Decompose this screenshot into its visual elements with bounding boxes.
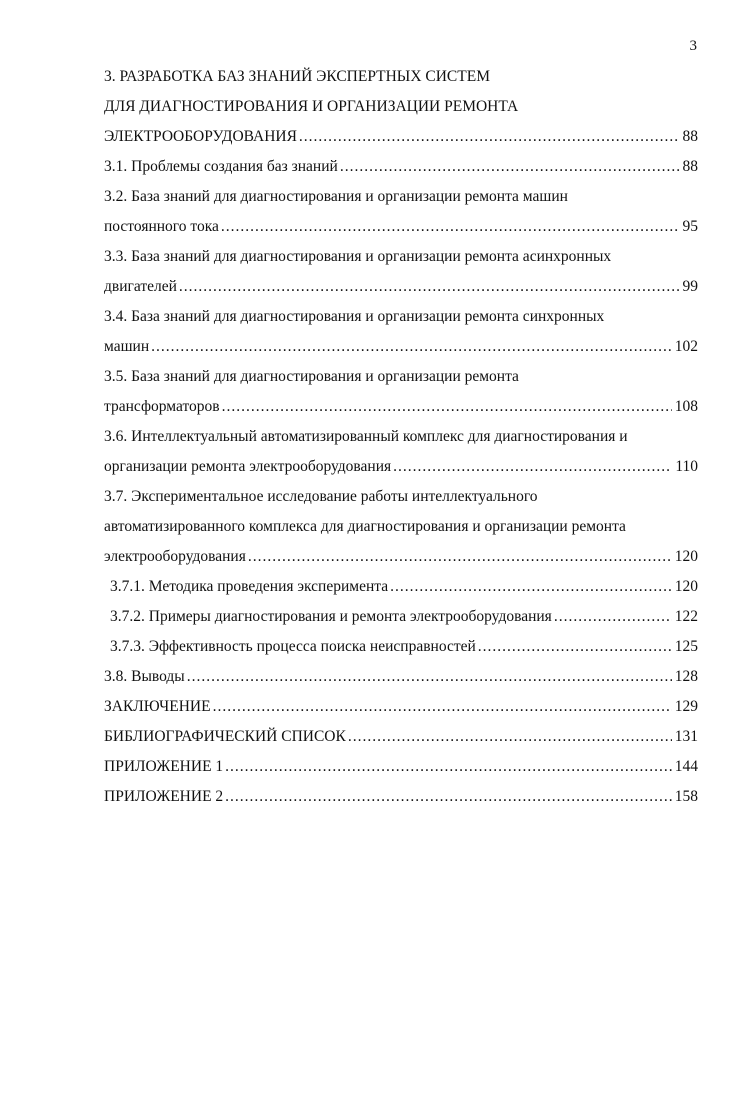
- toc-entry-line: 3.5. База знаний для диагностирования и организации ремонта: [104, 368, 519, 385]
- toc-page-number: 95: [682, 218, 698, 235]
- dot-leader: [222, 392, 672, 422]
- toc-page-number: 88: [682, 158, 698, 175]
- toc-entry-title: 3.1. Проблемы создания баз знаний: [104, 158, 338, 175]
- toc-page-number: 120: [674, 578, 698, 595]
- dot-leader: [299, 122, 680, 152]
- toc-entry-title: двигателей: [104, 278, 177, 295]
- toc-entry: [104, 302, 698, 362]
- toc-page-number: 128: [674, 668, 698, 685]
- toc-entry: [104, 152, 698, 182]
- toc-entry-title: ПРИЛОЖЕНИЕ 2: [104, 788, 224, 805]
- toc-entry: [104, 722, 698, 752]
- dot-leader: [248, 542, 672, 572]
- toc-entry-title: ЭЛЕКТРООБОРУДОВАНИЯ: [104, 128, 297, 145]
- toc-entry-title: 3.7.3. Эффективность процесса поиска неисправностей: [110, 638, 476, 655]
- toc-entry-title: БИБЛИОГРАФИЧЕСКИЙ СПИСОК: [104, 728, 346, 745]
- toc-entry-line: [104, 752, 698, 782]
- toc-entry-title: 3.7.1. Методика проведения эксперимента: [110, 578, 389, 595]
- dot-leader: [225, 752, 672, 782]
- dot-leader: [151, 332, 672, 362]
- toc-entry-line: 3.3. База знаний для диагностирования и организации ремонта асинхронных: [104, 248, 612, 265]
- page-number: 3: [689, 38, 697, 54]
- toc-entry-line: автоматизированного комплекса для диагностирования и организации ремонта: [104, 518, 626, 535]
- toc-entry-line: ДЛЯ ДИАГНОСТИРОВАНИЯ И ОРГАНИЗАЦИИ РЕМОНТА: [104, 98, 519, 115]
- toc-entry-title: ПРИЛОЖЕНИЕ 1: [104, 758, 224, 775]
- toc-entry-title: трансформаторов: [104, 398, 220, 415]
- table-of-contents: [104, 62, 698, 812]
- toc-entry: [104, 782, 698, 812]
- toc-entry: [104, 602, 698, 632]
- toc-entry: [104, 482, 698, 572]
- toc-entry: [104, 62, 698, 152]
- toc-entry-title: ЗАКЛЮЧЕНИЕ: [104, 698, 211, 715]
- toc-entry-line: [110, 602, 698, 632]
- toc-page-number: 125: [674, 638, 698, 655]
- toc-entry-title: электрооборудования: [104, 548, 246, 565]
- toc-page-number: 99: [682, 278, 698, 295]
- toc-entry-title: 3.8. Выводы: [104, 668, 185, 685]
- dot-leader: [225, 782, 672, 812]
- toc-entry-title: постоянного тока: [104, 218, 219, 235]
- toc-page-number: 131: [674, 728, 698, 745]
- toc-entry-title: организации ремонта электрооборудования: [104, 458, 392, 475]
- dot-leader: [221, 212, 680, 242]
- toc-page-number: 144: [674, 758, 698, 775]
- toc-entry-line: [104, 122, 698, 152]
- toc-entry: [104, 662, 698, 692]
- toc-entry: [104, 362, 698, 422]
- toc-entry: [104, 242, 698, 302]
- dot-leader: [554, 602, 672, 632]
- toc-entry-line: 3. РАЗРАБОТКА БАЗ ЗНАНИЙ ЭКСПЕРТНЫХ СИСТЕМ: [104, 68, 490, 85]
- toc-page-number: 110: [675, 458, 698, 475]
- dot-leader: [340, 152, 680, 182]
- toc-page-number: 129: [674, 698, 698, 715]
- toc-entry: [104, 692, 698, 722]
- dot-leader: [390, 572, 672, 602]
- toc-entry-line: [104, 542, 698, 572]
- dot-leader: [393, 452, 672, 482]
- dot-leader: [179, 272, 680, 302]
- toc-entry-line: [104, 662, 698, 692]
- toc-entry: [104, 182, 698, 242]
- toc-page-number: 120: [674, 548, 698, 565]
- toc-page-number: 108: [674, 398, 698, 415]
- toc-page-number: 158: [674, 788, 698, 805]
- toc-entry-line: [104, 392, 698, 422]
- toc-entry: [104, 572, 698, 602]
- toc-entry-title: 3.7.2. Примеры диагностирования и ремонта электрооборудования: [110, 608, 552, 625]
- toc-entry-line: [110, 632, 698, 662]
- toc-entry-line: [104, 782, 698, 812]
- dot-leader: [478, 632, 672, 662]
- toc-entry: [104, 752, 698, 782]
- toc-entry-line: [104, 272, 698, 302]
- toc-entry-line: [104, 722, 698, 752]
- toc-entry-line: 3.2. База знаний для диагностирования и организации ремонта машин: [104, 188, 568, 205]
- toc-entry: [104, 422, 698, 482]
- toc-page-number: 88: [682, 128, 698, 145]
- toc-entry-line: [110, 572, 698, 602]
- toc-page-number: 102: [674, 338, 698, 355]
- toc-page-number: 122: [674, 608, 698, 625]
- toc-entry-line: [104, 152, 698, 182]
- toc-entry-line: 3.6. Интеллектуальный автоматизированный комплекс для диагностирования и: [104, 428, 628, 445]
- toc-entry-line: [104, 692, 698, 722]
- toc-entry-line: [104, 212, 698, 242]
- toc-entry: [104, 632, 698, 662]
- toc-entry-line: [104, 332, 698, 362]
- toc-entry-line: 3.4. База знаний для диагностирования и организации ремонта синхронных: [104, 308, 605, 325]
- toc-entry-title: машин: [104, 338, 150, 355]
- dot-leader: [187, 662, 672, 692]
- dot-leader: [348, 722, 672, 752]
- toc-entry-line: [104, 452, 698, 482]
- toc-entry-line: 3.7. Экспериментальное исследование работы интеллектуального: [104, 488, 538, 505]
- dot-leader: [213, 692, 672, 722]
